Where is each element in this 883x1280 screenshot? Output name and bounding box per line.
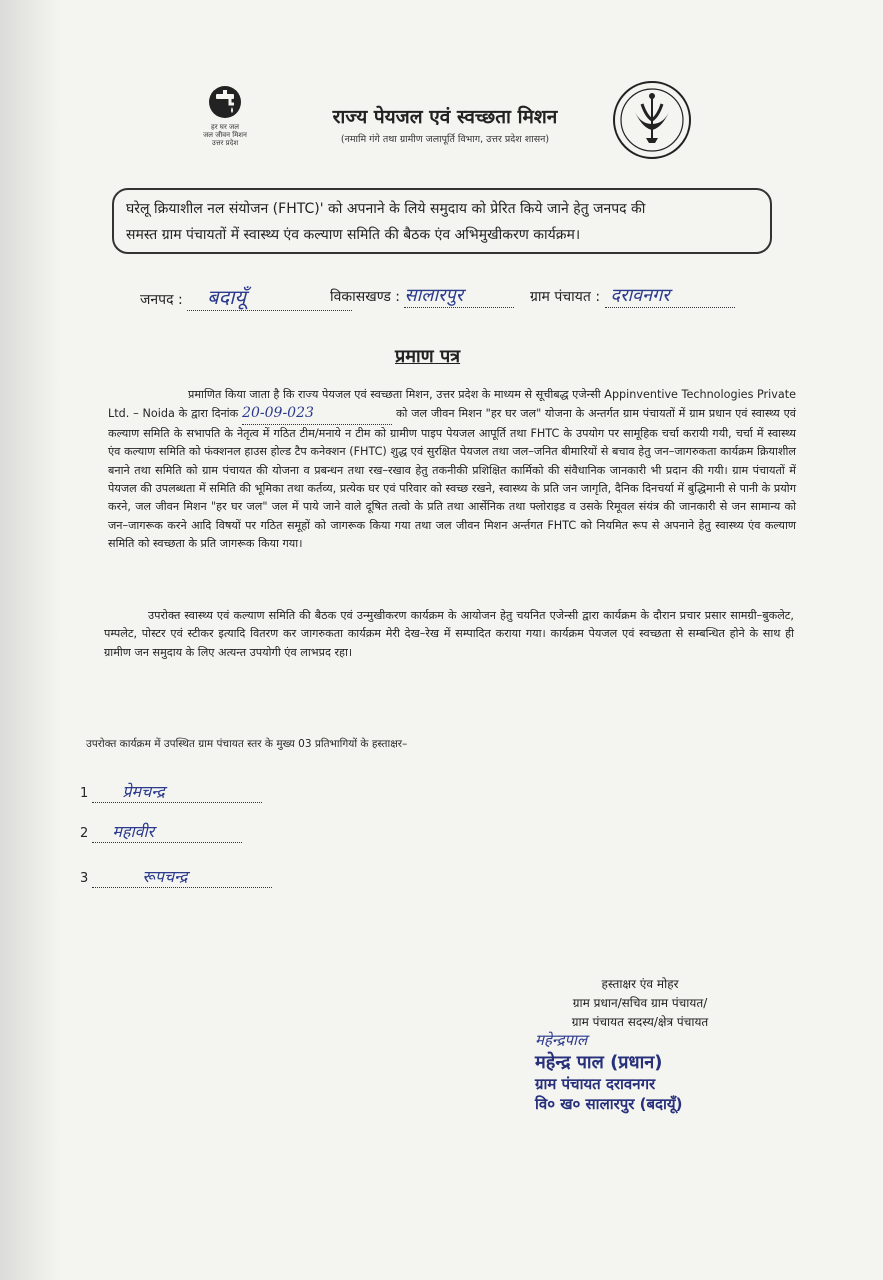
pradhan-stamp <box>535 1030 745 1114</box>
participant-signature-2 <box>80 820 242 843</box>
gram-panchayat-label: ग्राम पंचायत : <box>530 289 601 305</box>
participant-number: 2 <box>80 826 89 841</box>
participant-name: प्रेमचन्द्र <box>122 782 165 801</box>
janpad-field <box>140 283 352 311</box>
program-date: 20-09-023 <box>242 405 314 422</box>
gram-panchayat-value: दरावनगर <box>610 285 670 306</box>
program-title-line-2: समस्त ग्राम पंचायतों में स्वास्थ्य एंव कल्याण समिति की बैठक एंव अभिमुखीकरण कार्यक्रम। <box>126 227 581 243</box>
participant-number: 3 <box>80 871 89 886</box>
participant-name: महावीर <box>112 822 155 841</box>
janpad-label: जनपद : <box>140 292 183 308</box>
program-title-line-1: घरेलू क्रियाशील नल संयोजन (FHTC)' को अपनाने के लिये समुदाय को प्रेरित किये जाने हेतु जनपद की <box>126 201 646 217</box>
participant-name: रूपचन्द्र <box>142 867 188 886</box>
vikaskhand-value-line <box>404 283 514 308</box>
participants-intro: उपरोक्त कार्यक्रम में उपस्थित ग्राम पंचायत स्तर के मुख्य 03 प्रतिभागियों के हस्ताक्षर– <box>86 738 408 750</box>
signature-line <box>92 865 272 888</box>
stamp-label <box>540 975 740 1032</box>
certificate-heading: प्रमाण पत्र <box>395 346 461 367</box>
up-government-seal-icon <box>612 80 692 160</box>
participant-number: 1 <box>80 786 89 801</box>
janpad-value-line <box>187 283 352 311</box>
gram-panchayat-field <box>530 283 735 308</box>
paragraph-1-body: को जल जीवन मिशन "हर घर जल" योजना के अन्तर्गत ग्राम पंचायतों में ग्राम प्रधान एवं स्वास्थ्य एवं कल्याण समिति के सभापति के नेतृत्व में गठित टीम/मनाये न टीम को ग्रामीण पाइप पेयजल आपूर्ति तथा FHTC के उपयोग पर सामूहिक चर्चा करायी गयी, चर्चा में स्वास्थ्य एंव कल्याण समिति को फंक्शनल हाउस होल्ड टैप कनेक्शन (FHTC) शुद्ध एवं सुरक्षित पेयजल तथा जल–जनित बीमारियों से बचाव हेतु जन–जागरुकता कार्यक्रम क्रियाशील बनाने तथा समिति को ग्राम पंचायत की योजना व प्रबन्धन तथा रख–रखाव हेतु तकनीकी प्रशिक्षित कार्मिको की संवैधानिक जानकारी भी प्रदान की गयी। ग्राम पंचायतों में पेयजल की उपलब्धता में समिति की भूमिका तथा कर्तव्य, प्रत्येक घर एवं परिवार को स्वच्छ रखने, स्वास्थ्य के प्रति जन जागृति, दैनिक दिनचर्या में बुद्धिमानी से पानी के प्रयोग करने, जल जीवन मिशन "हर घर जल" जल में पाये जाने वाले दूषित तत्वो के प्रति तथा आर्सेनिक तथा फ्लोराइड व उसके रिमूवल संयंत्र की जानकारी से जन सामान्य को जन–जागरूक करने आदि विषयों पर गठित समूहों को जागरूक किया गया तथा जल जीवन मिशन अर्न्तगत FHTC को नियमित रूप से अपनाने हेतु स्वास्थ्य एंव कल्याण समिति को स्वच्छता के प्रति जागरूक किया गया। <box>108 407 796 551</box>
logo-caption-2: जल जीवन मिशन <box>203 131 247 139</box>
water-tap-icon <box>208 85 242 119</box>
logo-caption-3: उत्तर प्रदेश <box>211 139 239 147</box>
participant-signature-1 <box>80 780 262 803</box>
mission-title: राज्य पेयजल एवं स्वच्छता मिशन <box>332 106 558 128</box>
participant-signature-3 <box>80 865 272 888</box>
har-ghar-jal-logo <box>190 85 260 160</box>
vikaskhand-field <box>330 283 514 308</box>
signature-line <box>92 780 262 803</box>
paragraph-2-body: उपरोक्त स्वास्थ्य एवं कल्याण समिति की बैठक एवं उन्मुखीकरण कार्यक्रम के आयोजन हेतु चयनित एजेन्सी द्वारा कार्यक्रम के दौरान प्रचार प्रसार सामग्री–बुकलेट, पम्पलेट, पोस्टर एवं स्टीकर इत्यादि वितरण कर जागरुकता कार्यक्रम मेरी देख–रेख में सम्पादित कराया गया। कार्यक्रम पेयजल एवं स्वच्छता से सम्बन्धित होने के साथ ही ग्रामीण जन समुदाय के लिए अत्यन्त उपयोगी एंव लाभप्रद रहा। <box>104 609 794 659</box>
paragraph-1-intro: प्रमाणित किया जाता है कि राज्य पेयजल एवं स्वच्छता मिशन, उत्तर प्रदेश के माध्यम से सूचीबद्ध एजेन्सी Appinventive Technologies Private Ltd. – Noida के द्वारा दिनांक <box>108 388 796 421</box>
pradhan-signature: महेन्द्रपाल <box>535 1031 588 1049</box>
certificate-paragraph-2 <box>104 607 794 662</box>
program-date-line <box>242 404 392 424</box>
stamp-label-line-2: ग्राम प्रधान/सचिव ग्राम पंचायत/ <box>572 996 708 1010</box>
pradhan-panchayat: ग्राम पंचायत दरावनगर <box>535 1075 656 1093</box>
stamp-label-line-1: हस्ताक्षर एंव मोहर <box>601 977 679 991</box>
logo-caption-1: हर घर जल <box>211 123 239 131</box>
mission-subtitle: (नमामि गंगे तथा ग्रामीण जलापूर्ति विभाग, उत्तर प्रदेश शासन) <box>340 134 550 145</box>
pradhan-name: महेन्द्र पाल (प्रधान) <box>535 1052 663 1073</box>
stamp-label-line-3: ग्राम पंचायत सदस्य/क्षेत्र पंचायत <box>571 1015 709 1029</box>
vikaskhand-label: विकासखण्ड : <box>330 289 401 305</box>
janpad-value: बदायूँ <box>207 285 246 309</box>
certificate-paragraph-1 <box>108 386 796 554</box>
program-title-box <box>112 188 772 254</box>
signature-line <box>92 820 242 843</box>
page-shadow <box>0 0 60 1280</box>
vikaskhand-value: सालारपुर <box>404 285 464 306</box>
gram-panchayat-value-line <box>605 283 735 308</box>
pradhan-block: वि० ख० सालारपुर (बदायूँ) <box>535 1095 683 1113</box>
